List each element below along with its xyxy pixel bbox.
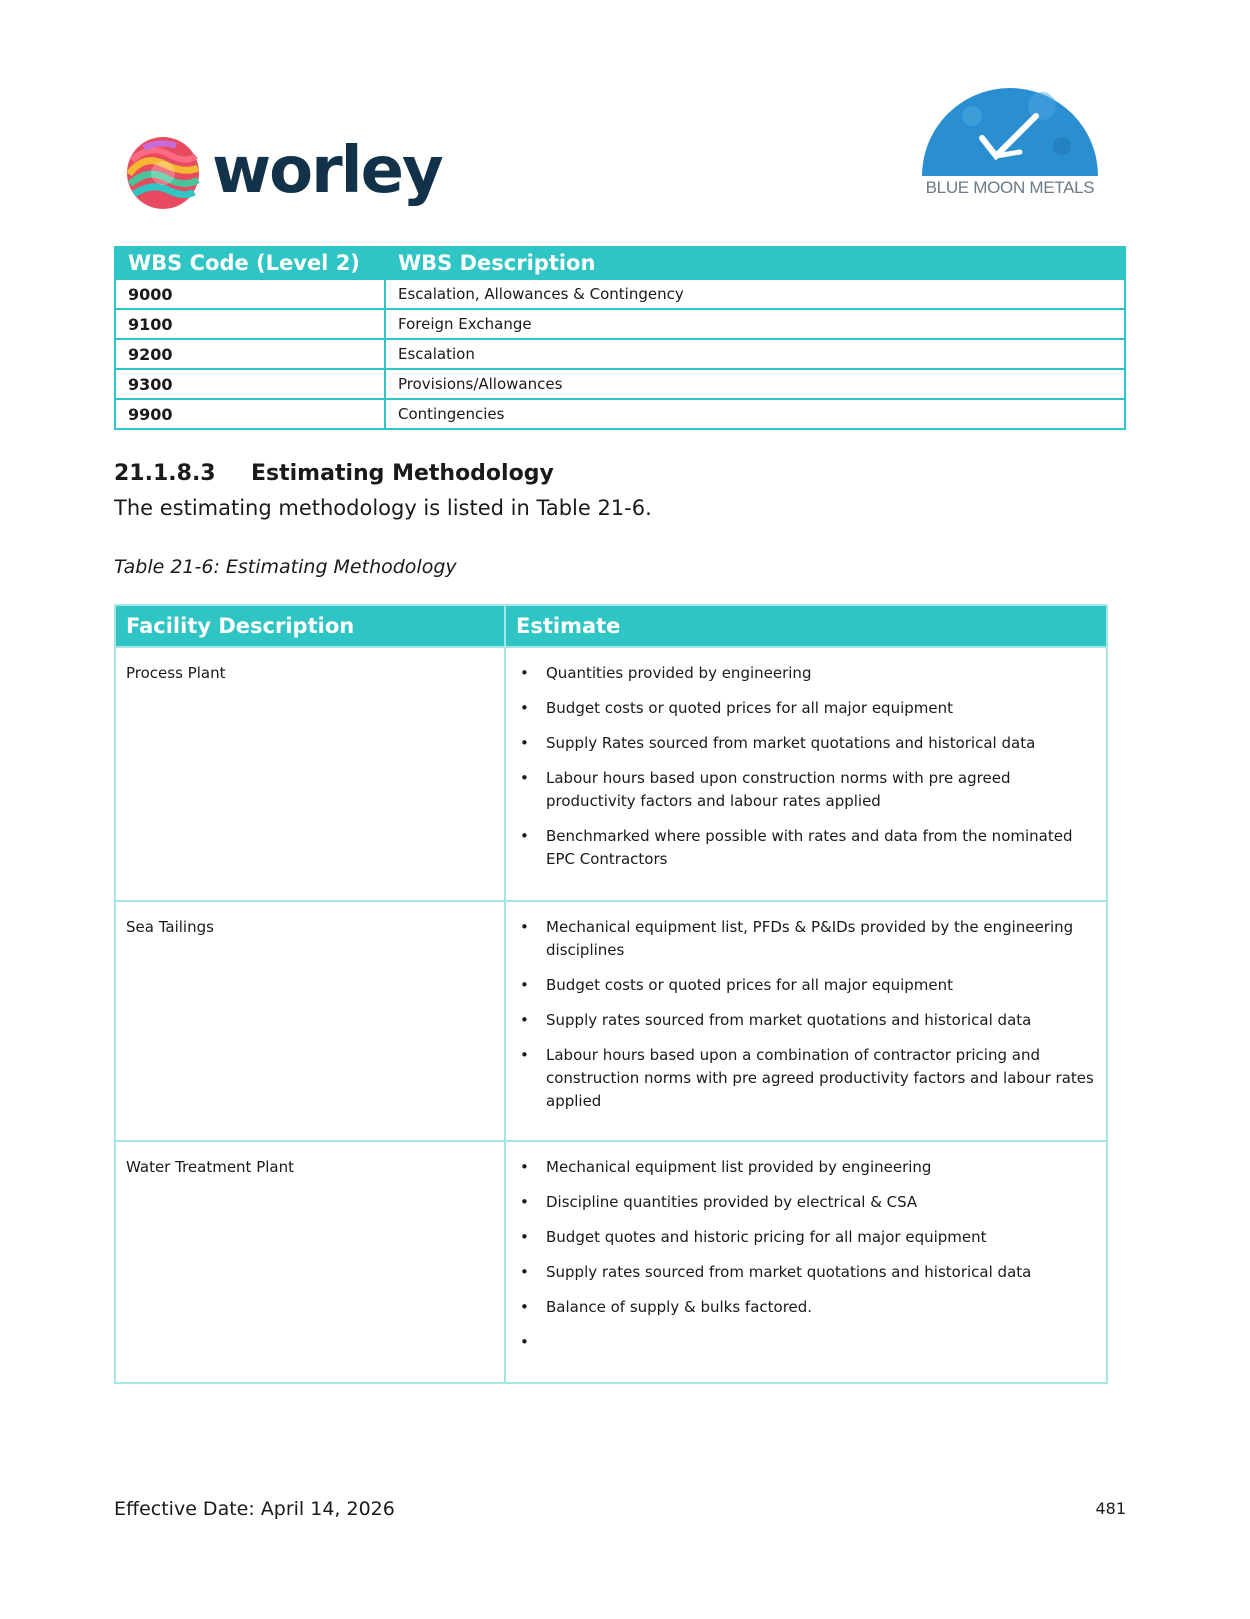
bullet-icon: •: [520, 734, 529, 752]
estimate-text: Mechanical equipment list, PFDs & P&IDs provided by the engineering disciplines: [546, 918, 1074, 959]
estimate-text: Balance of supply & bulks factored.: [546, 1298, 813, 1316]
estimate-list: [516, 1156, 1096, 1351]
list-item: [516, 697, 1096, 720]
wbs-table: [114, 246, 1126, 430]
table-row: [115, 399, 1125, 429]
estimate-text: Mechanical equipment list provided by engineering: [546, 1158, 932, 1176]
table-row: [115, 901, 1107, 1141]
estimate-cell: [505, 1141, 1107, 1383]
bullet-icon: •: [520, 976, 529, 994]
table-row: [115, 279, 1125, 309]
wbs-code: 9100: [115, 309, 385, 339]
section-number: 21.1.8.3: [114, 461, 216, 486]
wbs-table-header-row: [115, 247, 1125, 279]
wbs-code: 9200: [115, 339, 385, 369]
list-item: [516, 662, 1096, 685]
blue-moon-metals-logo: [912, 76, 1108, 204]
bullet-icon: •: [520, 664, 529, 682]
blue-moon-metals-text: BLUE MOON METALS: [925, 178, 1095, 197]
estimate-text: Labour hours based upon a combination of contractor pricing and construction norms with pre agreed productivity factors and labour rates applied: [546, 1046, 1094, 1110]
estimate-text: Supply Rates sourced from market quotations and historical data: [546, 734, 1036, 752]
worley-logo: [124, 134, 444, 214]
bullet-icon: •: [520, 1263, 529, 1281]
bullet-icon: •: [520, 1228, 529, 1246]
estimate-text: Labour hours based upon construction norms with pre agreed productivity factors and labour rates applied: [546, 769, 1011, 810]
bullet-icon: •: [520, 769, 529, 787]
facility-description: Sea Tailings: [115, 901, 505, 1141]
estimate-text: Budget costs or quoted prices for all major equipment: [546, 976, 953, 994]
estimate-text: Supply rates sourced from market quotations and historical data: [546, 1011, 1032, 1029]
bullet-icon: •: [520, 1298, 529, 1316]
list-item: [516, 1261, 1096, 1284]
estimate-cell: [505, 647, 1107, 901]
footer-page-number: 481: [1095, 1499, 1126, 1518]
footer-effective-date: Effective Date: April 14, 2026: [114, 1498, 395, 1520]
bullet-icon: •: [520, 1011, 529, 1029]
section-title: Estimating Methodology: [251, 461, 554, 486]
bullet-icon: •: [520, 1333, 529, 1351]
worley-swirl-logo-icon: [124, 134, 202, 212]
table-row: [115, 647, 1107, 901]
list-item: [516, 1226, 1096, 1249]
estimate-list: [516, 916, 1096, 1113]
section-intro: The estimating methodology is listed in Table 21-6.: [114, 496, 652, 520]
list-item: [516, 916, 1096, 962]
list-item: [516, 1156, 1096, 1179]
methodology-header-facility: Facility Description: [115, 605, 505, 647]
estimate-cell: [505, 901, 1107, 1141]
facility-description: Process Plant: [115, 647, 505, 901]
wbs-description: Contingencies: [385, 399, 1125, 429]
wbs-description: Escalation: [385, 339, 1125, 369]
methodology-header-estimate: Estimate: [505, 605, 1107, 647]
table-row: [115, 309, 1125, 339]
bullet-icon: •: [520, 1158, 529, 1176]
list-item: [516, 767, 1096, 813]
bullet-icon: •: [520, 1046, 529, 1064]
estimate-text: Quantities provided by engineering: [546, 664, 812, 682]
wbs-description: Escalation, Allowances & Contingency: [385, 279, 1125, 309]
estimate-text: Discipline quantities provided by electrical & CSA: [546, 1193, 918, 1211]
list-item: [516, 1044, 1096, 1113]
wbs-header-code: WBS Code (Level 2): [115, 247, 385, 279]
blue-moon-logo-icon: [912, 76, 1108, 176]
methodology-header-row: [115, 605, 1107, 647]
wbs-description: Provisions/Allowances: [385, 369, 1125, 399]
wbs-code: 9000: [115, 279, 385, 309]
section-heading: [114, 461, 554, 486]
estimate-text: Budget quotes and historic pricing for all major equipment: [546, 1228, 987, 1246]
wbs-code: 9300: [115, 369, 385, 399]
wbs-code: 9900: [115, 399, 385, 429]
estimate-list: [516, 662, 1096, 871]
list-item: [516, 1191, 1096, 1214]
bullet-icon: •: [520, 827, 529, 845]
bullet-icon: •: [520, 699, 529, 717]
methodology-table: [114, 604, 1108, 1384]
estimate-text: Budget costs or quoted prices for all major equipment: [546, 699, 953, 717]
table-row: [115, 369, 1125, 399]
list-item: [516, 1296, 1096, 1319]
table-caption: Table 21-6: Estimating Methodology: [114, 556, 457, 578]
worley-wordmark: worley: [212, 134, 442, 208]
list-item: [516, 1009, 1096, 1032]
wbs-description: Foreign Exchange: [385, 309, 1125, 339]
bullet-icon: •: [520, 1193, 529, 1211]
estimate-text: Supply rates sourced from market quotations and historical data: [546, 1263, 1032, 1281]
list-item: [516, 732, 1096, 755]
table-row: [115, 1141, 1107, 1383]
bullet-icon: •: [520, 918, 529, 936]
list-item: [516, 825, 1096, 871]
list-item: [516, 974, 1096, 997]
table-row: [115, 339, 1125, 369]
estimate-text: Benchmarked where possible with rates and data from the nominated EPC Contractors: [546, 827, 1073, 868]
facility-description: Water Treatment Plant: [115, 1141, 505, 1383]
wbs-header-description: WBS Description: [385, 247, 1125, 279]
